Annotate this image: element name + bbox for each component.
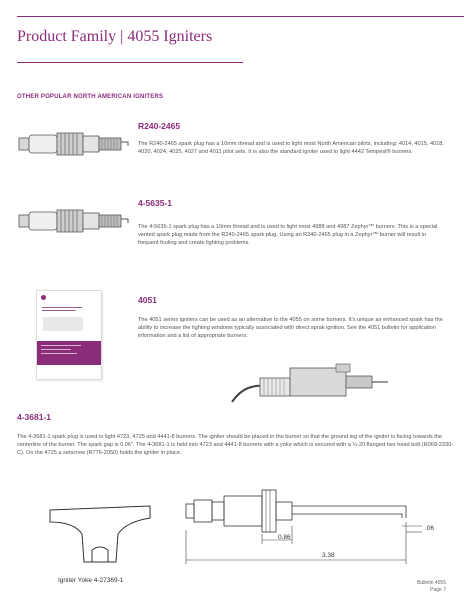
spark-plug-4-5635-1-image xyxy=(17,197,132,245)
page-title: Product Family | 4055 Igniters xyxy=(17,28,213,45)
dimension-0-86: 0.86 xyxy=(278,534,291,541)
product-description-4-3681-1: The 4-3681-1 spark plug is used to light 4723, 4725 and 4441-8 burners. The igniter should be placed in the burner so that the ground leg of the igniter is facing towards the centerline of the burner. The spark gap is 0.06". The 4-3681-1 is held into 4723 and 4441-8 burners with a yoke which is secured with a ¼-20 flanged hex head bolt (R069-2330-C). On the 4725 a setscrew (R776-2050) holds the igniter in place. xyxy=(17,434,454,457)
spark-plug-4-3681-1-drawing xyxy=(180,470,440,570)
product-name-4-3681-1: 4-3681-1 xyxy=(17,412,52,422)
section-heading: OTHER POPULAR NORTH AMERICAN IGNITERS xyxy=(17,94,164,100)
dimension-3-38: 3.38 xyxy=(322,552,335,559)
product-description-4-5635-1: The 4-5635-1 spark plug has a 10mm thread and is used to light most 4988 and 4987 Zephyr™ burners. This is a special vented spark plug made from the R240-2465 spark plug. Using an R240-2465 plug in a Zephyr™ burner will result in frequent fouling and create lighting problems. xyxy=(138,224,438,247)
igniter-4051-image xyxy=(224,358,394,414)
bulletin-4051-thumbnail xyxy=(36,290,102,380)
header-rule xyxy=(17,16,464,17)
product-name-4-5635-1: 4-5635-1 xyxy=(138,198,173,208)
footer-bulletin: Bulletin 4055 xyxy=(417,580,446,586)
product-name-r240-2465: R240-2465 xyxy=(138,121,181,131)
product-description-4051: The 4051 series igniters can be used as an alternative to the 4055 on some burners. It's unique air enhanced spark has the ability to increase the lighting windows typically associated with direct sprak ignition. See the 4051 bulletin for application information and a list of appropriate burners. xyxy=(138,317,443,340)
dimension-0-06: .06 xyxy=(425,525,435,532)
spark-plug-r240-2465-image xyxy=(17,120,132,168)
brand-logo-icon xyxy=(41,295,46,300)
footer-page-number: Page 7 xyxy=(430,587,446,593)
yoke-caption: Igniter Yoke 4-27369-1 xyxy=(58,577,124,584)
product-description-r240-2465: The R240-2465 spark plug has a 10mm thread and is used to light most North American pilots, including: 4014, 4015, 4018, 4020, 4024, 4025, 4027 and 4011 pilot sets. It is also the standard igniter used to light 4442 Tempest® burners. xyxy=(138,141,444,156)
title-underline xyxy=(17,62,243,63)
igniter-yoke-drawing xyxy=(44,496,164,576)
product-name-4051: 4051 xyxy=(138,295,157,305)
